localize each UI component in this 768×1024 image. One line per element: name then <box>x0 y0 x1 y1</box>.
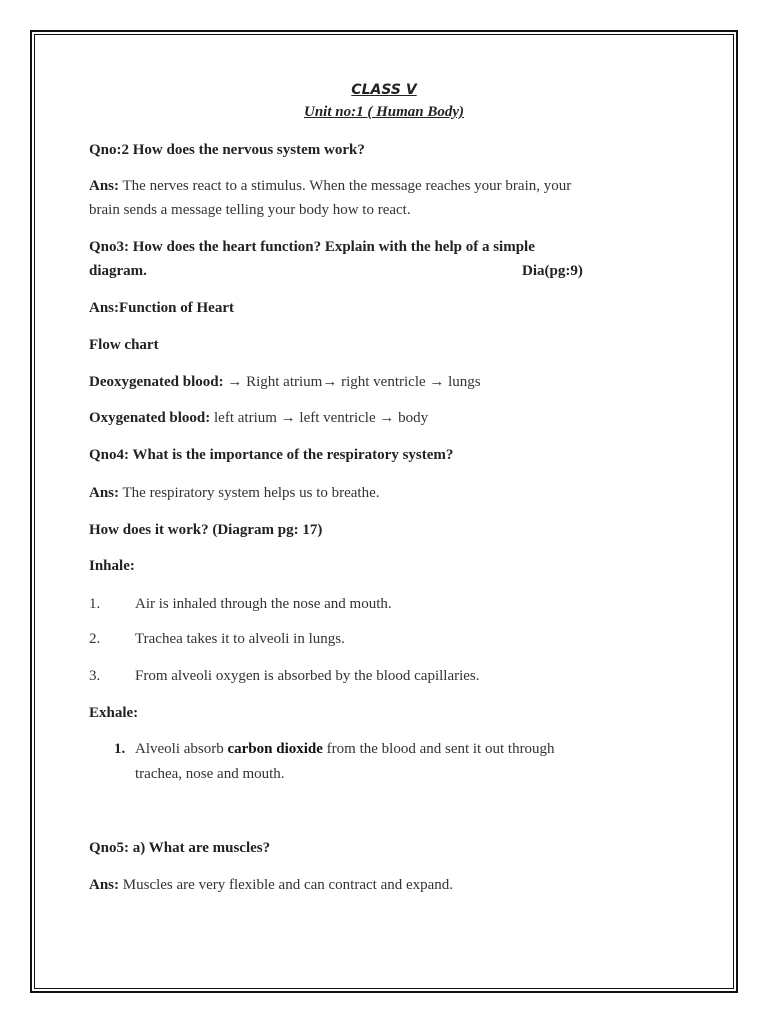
deoxygenated-row <box>89 375 481 390</box>
q5-question: Qno5: a) What are muscles? <box>89 840 271 856</box>
inhale-step-3-text: From alveoli oxygen is absorbed by the blood capillaries. <box>135 668 480 684</box>
oxy-text: left atrium → left ventricle → body <box>210 410 429 426</box>
q5-answer <box>89 878 453 893</box>
inhale-step-1-num: 1. <box>89 596 101 612</box>
q2-answer-line1 <box>89 179 571 194</box>
oxygenated-row <box>89 411 428 426</box>
inhale-step-1-text: Air is inhaled through the nose and mouth. <box>135 596 392 612</box>
exhale-post: from the blood and sent it out through <box>322 741 555 757</box>
q2-ans-text1: The nerves react to a stimulus. When the message reaches your brain, your <box>119 178 572 194</box>
q4-answer <box>89 486 380 501</box>
exhale-step-1-num: 1. <box>114 741 126 757</box>
inhale-step-2-text: Trachea takes it to alveoli in lungs. <box>135 631 345 647</box>
q3-diagram-ref: Dia(pg:9) <box>522 263 583 279</box>
inhale-step-3-num: 3. <box>89 668 101 684</box>
inhale-step-2-num: 2. <box>89 631 101 647</box>
flow-chart-label: Flow chart <box>89 337 159 353</box>
q3-question-line2: diagram. <box>89 263 147 279</box>
oxy-label: Oxygenated blood: <box>89 410 211 426</box>
q5-ans-text: Muscles are very flexible and can contract and expand. <box>119 877 454 893</box>
q4-ans-label: Ans: <box>89 485 120 501</box>
deoxy-text: → Right atrium→ right ventricle → lungs <box>223 374 481 390</box>
exhale-bold: carbon dioxide <box>227 741 323 757</box>
q2-ans-label: Ans: <box>89 178 120 194</box>
class-title: CLASS V <box>351 82 417 98</box>
unit-title: Unit no:1 ( Human Body) <box>303 104 465 120</box>
deoxy-label: Deoxygenated blood: <box>89 374 224 390</box>
exhale-step-1-line2: trachea, nose and mouth. <box>135 766 285 782</box>
q2-question: Qno:2 How does the nervous system work? <box>89 142 365 158</box>
exhale-pre: Alveoli absorb <box>135 741 228 757</box>
q2-answer-line2: brain sends a message telling your body how to react. <box>89 202 411 218</box>
q4-question: Qno4: What is the importance of the respiratory system? <box>89 447 454 463</box>
q4-ans-text: The respiratory system helps us to breathe. <box>119 485 380 501</box>
inhale-label: Inhale: <box>89 558 135 574</box>
exhale-step-1-line1 <box>135 742 555 757</box>
q3-question-line1: Qno3: How does the heart function? Explain with the help of a simple <box>89 239 535 255</box>
q5-ans-label: Ans: <box>89 877 120 893</box>
exhale-label: Exhale: <box>89 705 139 721</box>
how-does-it-work: How does it work? (Diagram pg: 17) <box>89 522 323 538</box>
q3-answer: Ans:Function of Heart <box>89 300 234 316</box>
